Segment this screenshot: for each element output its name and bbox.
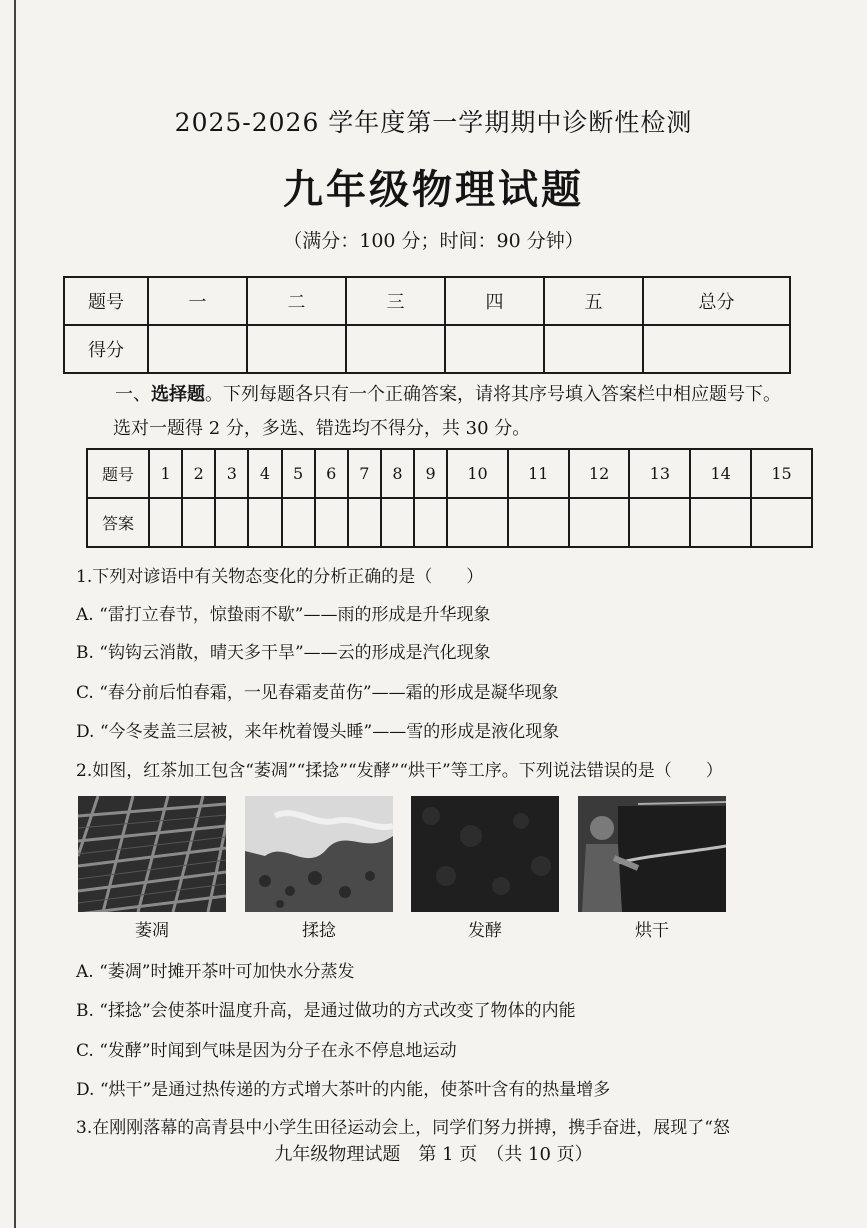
answer-table-answer-row — [87, 498, 812, 547]
fermentation-caption: 发酵 — [468, 921, 502, 941]
question-number-cell: 1 — [149, 449, 182, 498]
withering-photo — [78, 796, 226, 912]
question-number-cell: 5 — [282, 449, 315, 498]
answer-blank-cell[interactable] — [690, 498, 751, 547]
answer-blank-cell[interactable] — [751, 498, 812, 547]
answer-blank-cell[interactable] — [348, 498, 381, 547]
section-heading — [115, 380, 781, 406]
question-1-option-d: D. “今冬麦盖三层被，来年枕着馒头睡”——雪的形成是液化现象 — [76, 722, 560, 742]
answer-blank-cell[interactable] — [215, 498, 248, 547]
question-2-option-c: C. “发酵”时闻到气味是因为分子在永不停息地运动 — [76, 1041, 457, 1061]
question-1-stem: 1.下列对谚语中有关物态变化的分析正确的是（ ） — [76, 567, 484, 587]
question-number-cell: 8 — [381, 449, 414, 498]
score-table-cell: 三 — [346, 277, 445, 325]
score-blank-cell[interactable] — [346, 325, 445, 373]
question-number-cell: 6 — [315, 449, 348, 498]
subject-title: 2025-2026 学年度第一学期期中诊断性检测 — [174, 108, 693, 137]
score-table-cell: 四 — [445, 277, 544, 325]
answer-table — [86, 448, 813, 548]
section-scoring-note: 选对一题得 2 分，多选、错选均不得分，共 30 分。 — [113, 418, 531, 439]
section-type: 选择题 — [151, 384, 205, 405]
score-table-cell: 总分 — [643, 277, 790, 325]
question-1-option-c: C. “春分前后怕春霜，一见春霜麦苗伤”——霜的形成是凝华现象 — [76, 683, 559, 703]
score-table-cell: 二 — [247, 277, 346, 325]
score-table-cell: 一 — [148, 277, 247, 325]
question-number-cell: 7 — [348, 449, 381, 498]
question-2-option-b: B. “揉捻”会使茶叶温度升高，是通过做功的方式改变了物体的内能 — [76, 1001, 576, 1021]
question-number-cell: 14 — [690, 449, 751, 498]
question-1-option-b: B. “钩钩云消散，晴天多干旱”——云的形成是汽化现象 — [76, 643, 491, 663]
score-table — [63, 276, 791, 374]
answer-blank-cell[interactable] — [248, 498, 281, 547]
question-3-stem: 3.在刚刚落幕的高青县中小学生田径运动会上，同学们努力拼搏，携手奋进，展现了“怒 — [76, 1118, 730, 1138]
score-table-cell: 五 — [544, 277, 643, 325]
page-title: 九年级物理试题 — [283, 166, 584, 213]
answer-blank-cell[interactable] — [569, 498, 630, 547]
score-table-header-row — [64, 277, 790, 325]
question-number-cell: 15 — [751, 449, 812, 498]
withering-caption: 萎凋 — [135, 921, 169, 941]
answer-blank-cell[interactable] — [315, 498, 348, 547]
answer-table-number-row — [87, 449, 812, 498]
answer-table-label: 答案 — [87, 498, 149, 547]
exam-info: （满分：100 分；时间：90 分钟） — [283, 230, 584, 252]
question-number-cell: 12 — [569, 449, 630, 498]
question-2-stem: 2.如图，红茶加工包含“萎凋”“揉捻”“发酵”“烘干”等工序。下列说法错误的是（ ） — [76, 761, 723, 781]
score-table-score-row — [64, 325, 790, 373]
question-number-cell: 10 — [447, 449, 508, 498]
answer-blank-cell[interactable] — [447, 498, 508, 547]
rolling-caption: 揉捻 — [302, 921, 336, 941]
answer-blank-cell[interactable] — [381, 498, 414, 547]
score-table-cell: 得分 — [64, 325, 148, 373]
page-footer: 九年级物理试题 第 1 页 （共 10 页） — [274, 1144, 593, 1165]
answer-blank-cell[interactable] — [508, 498, 569, 547]
question-2-option-d: D. “烘干”是通过热传递的方式增大茶叶的内能，使茶叶含有的热量增多 — [76, 1080, 611, 1100]
drying-caption: 烘干 — [635, 921, 669, 941]
section-number: 一、 — [115, 384, 151, 405]
answer-table-label: 题号 — [87, 449, 149, 498]
drying-photo — [578, 796, 726, 912]
score-blank-cell[interactable] — [445, 325, 544, 373]
question-number-cell: 13 — [629, 449, 690, 498]
question-number-cell: 9 — [414, 449, 447, 498]
question-number-cell: 11 — [508, 449, 569, 498]
score-blank-cell[interactable] — [247, 325, 346, 373]
question-number-cell: 3 — [215, 449, 248, 498]
answer-blank-cell[interactable] — [149, 498, 182, 547]
score-table-cell: 题号 — [64, 277, 148, 325]
question-number-cell: 2 — [182, 449, 215, 498]
question-2-option-a: A. “萎凋”时摊开茶叶可加快水分蒸发 — [76, 962, 355, 982]
answer-blank-cell[interactable] — [282, 498, 315, 547]
question-1-option-a: A. “雷打立春节，惊蛰雨不歇”——雨的形成是升华现象 — [76, 605, 491, 625]
score-blank-cell[interactable] — [148, 325, 247, 373]
answer-blank-cell[interactable] — [414, 498, 447, 547]
score-blank-cell[interactable] — [643, 325, 790, 373]
rolling-photo — [245, 796, 393, 912]
score-blank-cell[interactable] — [544, 325, 643, 373]
section-instruction: 。下列每题各只有一个正确答案，请将其序号填入答案栏中相应题号下。 — [205, 384, 781, 405]
answer-blank-cell[interactable] — [629, 498, 690, 547]
answer-blank-cell[interactable] — [182, 498, 215, 547]
question-number-cell: 4 — [248, 449, 281, 498]
fermentation-photo — [411, 796, 559, 912]
